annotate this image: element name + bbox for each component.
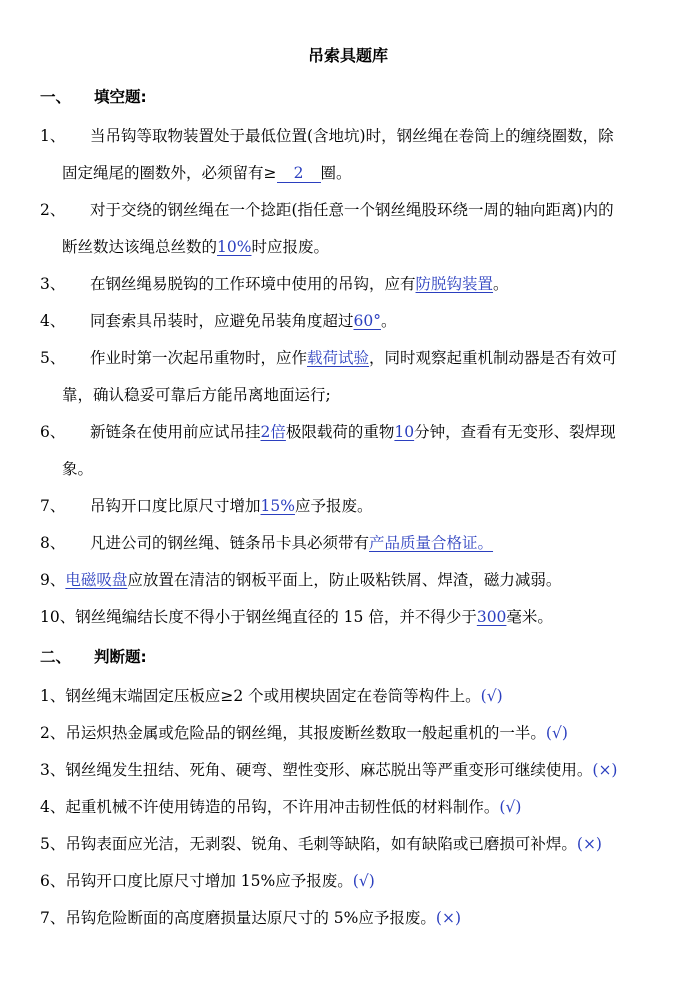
answer-mark: (×) xyxy=(435,909,461,927)
answer-mark: (√) xyxy=(480,687,503,705)
answer-text: 产品质量合格证。 xyxy=(369,534,494,552)
page-title: 吊索具题库 xyxy=(307,46,388,65)
answer-mark: (√) xyxy=(352,872,375,890)
section-fill-in-blank-heading xyxy=(40,80,656,114)
question-number: 6、 xyxy=(40,872,66,890)
tf-question-1 xyxy=(40,678,656,715)
tf-question-4 xyxy=(40,789,656,826)
question-number: 3、 xyxy=(40,761,66,779)
question-text: 起重机械不许使用铸造的吊钩，不许用冲击韧性低的材料制作。 xyxy=(65,798,500,816)
answer-text: 10 xyxy=(394,423,415,441)
question-text: 新链条在使用前应试吊挂 xyxy=(90,423,261,441)
question-text: 吊运炽热金属或危险品的钢丝绳，其报废断丝数取一般起重机的一半。 xyxy=(65,724,546,742)
tf-question-5 xyxy=(40,826,656,863)
question-number: 6、 xyxy=(40,423,66,441)
fill-question-5 xyxy=(40,340,656,414)
tf-question-7 xyxy=(40,900,656,937)
fill-question-10 xyxy=(40,599,656,636)
question-text: 凡进公司的钢丝绳、链条吊卡具必须带有 xyxy=(90,534,370,552)
answer-text: 2倍 xyxy=(260,423,286,441)
question-number: 5、 xyxy=(40,835,66,853)
fill-question-3 xyxy=(40,266,656,303)
question-text: 当吊钩等取物装置处于最低位置(含地坑)时，钢丝绳在卷筒上的缠绕圈数，除 xyxy=(90,127,614,145)
tf-question-2 xyxy=(40,715,656,752)
answer-mark: (×) xyxy=(592,761,618,779)
question-text: 钢丝绳末端固定压板应≥2 个或用楔块固定在卷筒等构件上。 xyxy=(65,687,481,705)
question-text: 吊钩表面应光洁，无剥裂、锐角、毛刺等缺陷，如有缺陷或已磨损可补焊。 xyxy=(65,835,577,853)
fill-question-6 xyxy=(40,414,656,488)
question-text: 钢丝绳编结长度不得小于钢丝绳直径的 15 倍，并不得少于 xyxy=(75,608,477,626)
true-false-list xyxy=(40,678,656,937)
answer-text: 15% xyxy=(260,497,295,515)
question-number: 4、 xyxy=(40,312,66,330)
fill-question-1 xyxy=(40,118,656,192)
question-text: 分钟，查看有无变形、裂焊现 xyxy=(414,423,616,441)
question-text: ，同时观察起重机制动器是否有效可 xyxy=(369,349,618,367)
fill-question-9 xyxy=(40,562,656,599)
question-text: 作业时第一次起吊重物时，应作 xyxy=(90,349,308,367)
section-number: 一、 xyxy=(40,88,72,106)
question-number: 7、 xyxy=(40,909,66,927)
question-number: 10、 xyxy=(40,608,76,626)
question-number: 8、 xyxy=(40,534,66,552)
section-true-false-heading xyxy=(40,640,656,674)
question-number: 4、 xyxy=(40,798,66,816)
fill-question-8 xyxy=(40,525,656,562)
question-number: 2、 xyxy=(40,724,66,742)
question-text: 应予报废。 xyxy=(294,497,373,515)
question-text: 极限载荷的重物 xyxy=(285,423,395,441)
answer-mark: (×) xyxy=(576,835,602,853)
section-label: 判断题: xyxy=(94,648,147,666)
fill-question-4 xyxy=(40,303,656,340)
question-text: 时应报废。 xyxy=(251,238,329,256)
answer-mark: (√) xyxy=(499,798,522,816)
question-text: 吊钩开口度比原尺寸增加 15%应予报废。 xyxy=(65,872,353,890)
question-text: 同套索具吊装时，应避免吊装角度超过 xyxy=(90,312,354,330)
question-number: 7、 xyxy=(40,497,66,515)
question-text: 吊钩危险断面的高度磨损量达原尺寸的 5%应予报废。 xyxy=(65,909,436,927)
fill-question-2 xyxy=(40,192,656,266)
tf-question-6 xyxy=(40,863,656,900)
question-text: 。 xyxy=(493,275,509,293)
question-text: 固定绳尾的圈数外，必须留有≥ xyxy=(62,164,277,182)
question-text: 断丝数达该绳总丝数的 xyxy=(62,238,218,256)
tf-question-3 xyxy=(40,752,656,789)
question-text: 靠，确认稳妥可靠后方能吊离地面运行; xyxy=(62,386,331,404)
section-number: 二、 xyxy=(40,648,72,666)
question-text: 象。 xyxy=(62,460,94,478)
answer-text: 载荷试验 xyxy=(307,349,370,367)
answer-mark: (√) xyxy=(545,724,568,742)
question-number: 5、 xyxy=(40,349,66,367)
question-number: 9、 xyxy=(40,571,66,589)
answer-text: 电磁吸盘 xyxy=(65,571,128,589)
question-text: 圈。 xyxy=(320,164,352,182)
question-text: 。 xyxy=(381,312,397,330)
question-number: 1、 xyxy=(40,687,66,705)
answer-text: 10% xyxy=(217,238,252,256)
question-number: 1、 xyxy=(40,127,66,145)
fill-question-7 xyxy=(40,488,656,525)
answer-blank: 2 xyxy=(277,164,321,183)
question-number: 2、 xyxy=(40,201,66,219)
question-text: 钢丝绳发生扭结、死角、硬弯、塑性变形、麻芯脱出等严重变形可继续使用。 xyxy=(65,761,593,779)
section-label: 填空题: xyxy=(94,88,147,106)
answer-text: 防脱钩装置 xyxy=(415,275,494,293)
question-text: 对于交绕的钢丝绳在一个捻距(指任意一个钢丝绳股环绕一周的轴向距离)内的 xyxy=(90,201,614,219)
question-text: 毫米。 xyxy=(506,608,553,626)
question-text: 在钢丝绳易脱钩的工作环境中使用的吊钩，应有 xyxy=(90,275,416,293)
answer-text: 300 xyxy=(476,608,507,626)
question-text: 应放置在清洁的钢板平面上，防止吸粘铁屑、焊渣，磁力减弱。 xyxy=(127,571,562,589)
question-text: 吊钩开口度比原尺寸增加 xyxy=(90,497,261,515)
question-number: 3、 xyxy=(40,275,66,293)
answer-text: 60° xyxy=(353,312,381,330)
